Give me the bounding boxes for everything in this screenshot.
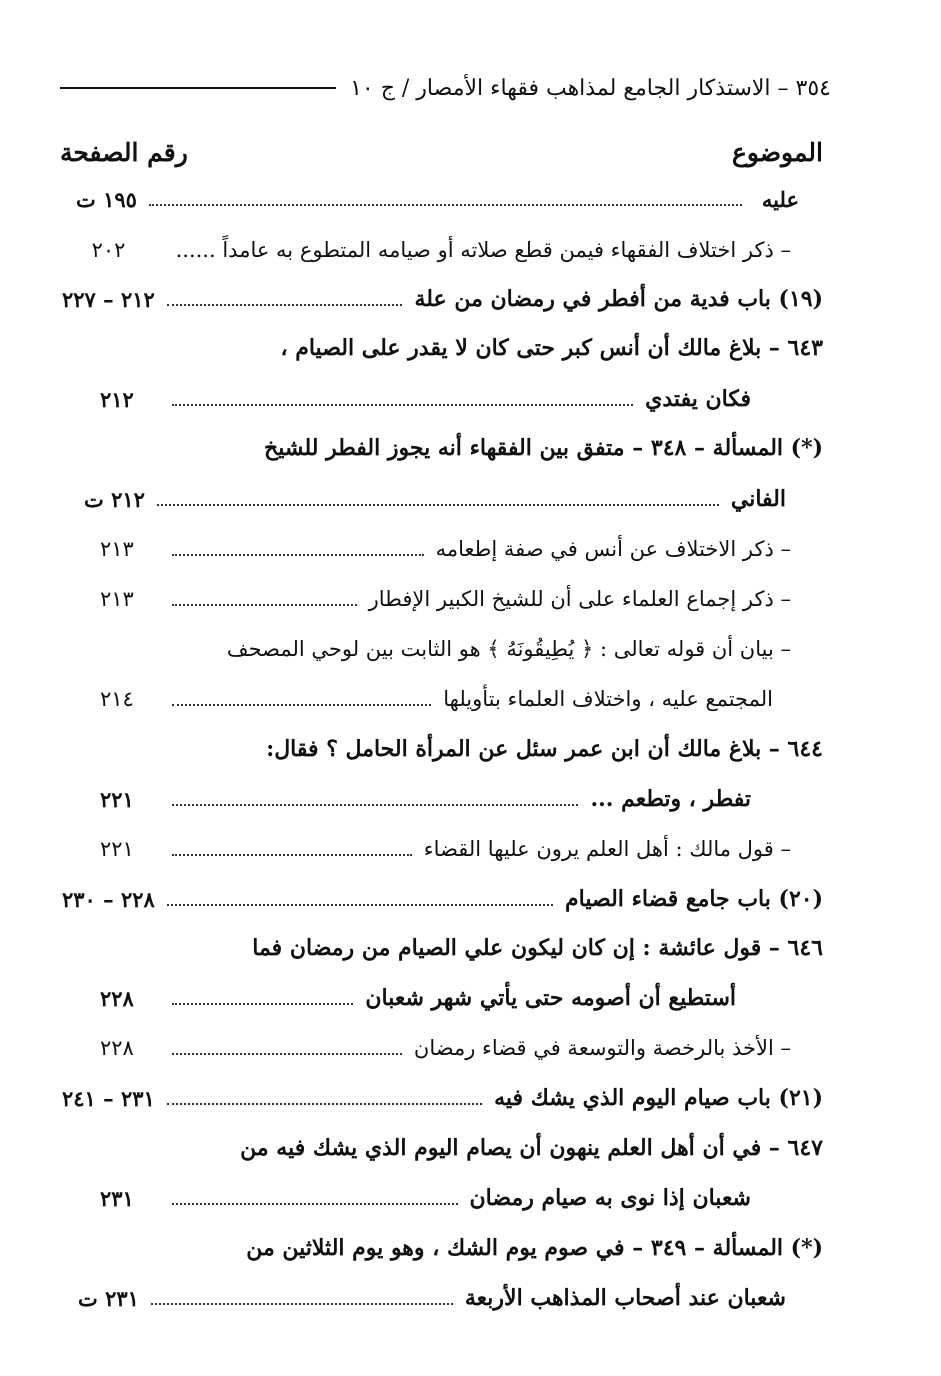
toc-entry (200, 926, 823, 970)
leader-dots (172, 1203, 458, 1205)
entry-page: ١٩٥ ت (76, 186, 137, 212)
toc-entry (76, 177, 799, 221)
entry-page: ٢٣١ ت (78, 1285, 139, 1311)
entry-text: شعبان إذا نوى به صيام رمضان (469, 1185, 751, 1211)
entry-page: ٢٢٨ (100, 985, 134, 1011)
toc-entry (200, 1226, 823, 1270)
toc-entry (100, 377, 751, 421)
leader-dots (172, 854, 412, 856)
entry-page: ٢٣١ (100, 1185, 134, 1211)
entry-page-range: ٢٢٨ – ٢٣٠ (62, 886, 155, 912)
toc-entry (100, 976, 736, 1020)
entry-text: ٦٤٦ – قول عائشة : إن كان ليكون علي الصيام من رمضان فما (252, 935, 823, 961)
entry-page: ٢١٣ (100, 587, 134, 611)
toc-entry (210, 627, 791, 671)
leader-dots (167, 904, 553, 906)
entry-text: (١٩) باب فدية من أفطر في رمضان من علة (414, 286, 823, 312)
entry-text: – الأخذ بالرخصة والتوسعة في قضاء رمضان (413, 1036, 791, 1060)
toc-entry (100, 527, 791, 571)
header-text: ٣٥٤ – الاستذكار الجامع لمذاهب فقهاء الأمصار / ج ١٠ (350, 75, 831, 101)
entry-text: (٢٠) باب جامع قضاء الصيام (565, 886, 823, 912)
toc-entry (200, 1126, 823, 1170)
toc-chapter (62, 1076, 823, 1120)
entry-text: الفاني (730, 486, 786, 512)
entry-text: (*) المسألة – ٣٤٩ – في صوم يوم الشك ، وهو يوم الثلاثين من (246, 1235, 823, 1261)
leader-dots (151, 1303, 453, 1305)
entry-text: (*) المسألة – ٣٤٨ – متفق بين الفقهاء أنه يجوز الفطر للشيخ (264, 435, 823, 461)
toc-entry (220, 426, 823, 470)
toc-entry (84, 477, 786, 521)
toc-entry (78, 1276, 786, 1320)
leader-dots (149, 204, 742, 206)
entry-text: ٦٤٧ – في أن أهل العلم ينهون أن يصام اليوم الذي يشك فيه من (240, 1135, 823, 1161)
leader-dots (172, 604, 357, 606)
running-header (60, 68, 831, 108)
entry-text: ٦٤٣ – بلاغ مالك أن أنس كبر حتى كان لا يقدر على الصيام ، (280, 335, 823, 361)
leader-dots (172, 704, 431, 706)
toc-chapter (62, 277, 823, 321)
toc-entry (91, 228, 791, 272)
leader-dots (167, 1103, 482, 1105)
entry-text: تفطر ، وتطعم ... (590, 786, 751, 812)
leader-dots (172, 1003, 353, 1005)
toc-entry (100, 677, 773, 721)
entry-page-range: ٢١٢ – ٢٢٧ (62, 286, 155, 312)
entry-text: شعبان عند أصحاب المذاهب الأربعة (464, 1285, 786, 1311)
toc-chapter (62, 877, 823, 921)
toc-entry (100, 1176, 751, 1220)
page-number-heading: رقم الصفحة (60, 137, 188, 167)
toc-entry (100, 577, 791, 621)
entry-page: ٢١٢ ت (84, 486, 145, 512)
entry-text: – ذكر الاختلاف عن أنس في صفة إطعامه (435, 537, 791, 561)
entry-text: – ذكر اختلاف الفقهاء فيمن قطع صلاته أو صيامه المتطوع به عامداً ...... (175, 238, 791, 262)
entry-text: (٢١) باب صيام اليوم الذي يشك فيه (494, 1085, 823, 1111)
toc-entry (200, 727, 823, 771)
entry-text: المجتمع عليه ، واختلاف العلماء بتأويلها (443, 687, 773, 711)
leader-dots (172, 804, 578, 806)
entry-text: أستطيع أن أصومه حتى يأتي شهر شعبان (365, 985, 736, 1011)
leader-dots (157, 504, 719, 506)
entry-text: – قول مالك : أهل العلم يرون عليها القضاء (423, 837, 791, 861)
entry-text: فكان يفتدي (645, 386, 751, 412)
header-rule (60, 87, 336, 89)
toc-entry (100, 1026, 791, 1070)
entry-text: – بيان أن قوله تعالى : ﴿ يُطِيقُونَهُ ﴾ هو الثابت بين لوحي المصحف (226, 637, 791, 661)
entry-page-range: ٢٣١ – ٢٤١ (62, 1085, 155, 1111)
entry-page: ٢١٢ (100, 386, 134, 412)
entry-page: ٢٢١ (100, 786, 134, 812)
entry-text: – ذكر إجماع العلماء على أن للشيخ الكبير الإفطار (368, 587, 791, 611)
column-headings (60, 130, 823, 174)
leader-dots (172, 554, 424, 556)
toc-entry (100, 827, 791, 871)
entry-page: ٢٢٨ (100, 1036, 134, 1060)
entry-text: ٦٤٤ – بلاغ مالك أن ابن عمر سئل عن المرأة الحامل ؟ فقال: (266, 736, 823, 762)
topic-heading: الموضوع (732, 137, 823, 167)
leader-dots (172, 1053, 402, 1055)
leader-dots (172, 404, 633, 406)
entry-page: ٢١٣ (100, 537, 134, 561)
entry-text: عليه (761, 186, 799, 212)
entry-page: ٢٢١ (100, 837, 134, 861)
leader-dots (167, 304, 403, 306)
toc-entry (200, 326, 823, 370)
entry-page: ٢٠٢ (91, 238, 126, 262)
toc-entry (100, 777, 751, 821)
entry-page: ٢١٤ (100, 687, 134, 711)
